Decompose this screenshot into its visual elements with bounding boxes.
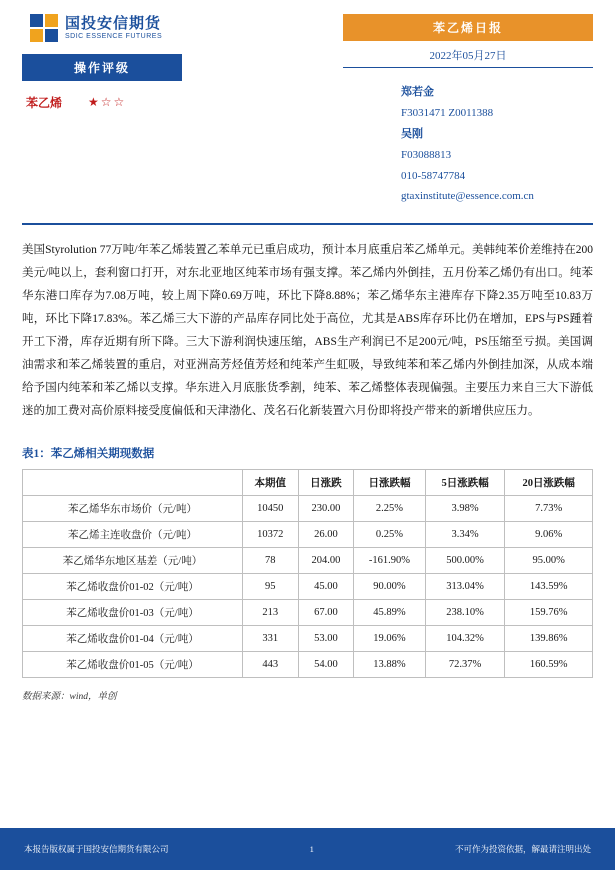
cell-label: 苯乙烯收盘价01-02（元/吨） — [23, 574, 243, 600]
cell-value: -161.90% — [354, 548, 426, 574]
cell-value: 313.04% — [425, 574, 505, 600]
table-row — [23, 522, 593, 548]
col-header-1: 本期值 — [243, 470, 299, 496]
table-row — [23, 548, 593, 574]
contact-email[interactable]: gtaxinstitute@essence.com.cn — [401, 190, 534, 203]
report-date: 2022年05月27日 — [343, 47, 593, 68]
cell-value: 95.00% — [505, 548, 593, 574]
cell-value: 213 — [243, 600, 299, 626]
cell-value: 45.00 — [298, 574, 354, 600]
cell-value: 19.06% — [354, 626, 426, 652]
table-header-row — [23, 470, 593, 496]
cell-value: 78 — [243, 548, 299, 574]
cell-label: 苯乙烯收盘价01-04（元/吨） — [23, 626, 243, 652]
cell-value: 10450 — [243, 496, 299, 522]
logo-mark-icon — [30, 14, 58, 42]
cell-value: 26.00 — [298, 522, 354, 548]
cell-value: 230.00 — [298, 496, 354, 522]
cell-label: 苯乙烯华东市场价（元/吨） — [23, 496, 243, 522]
cell-label: 苯乙烯收盘价01-05（元/吨） — [23, 652, 243, 678]
cell-value: 67.00 — [298, 600, 354, 626]
cell-value: 2.25% — [354, 496, 426, 522]
page-number: 1 — [309, 844, 314, 854]
cell-value: 90.00% — [354, 574, 426, 600]
cell-label: 苯乙烯华东地区基差（元/吨） — [23, 548, 243, 574]
table-row — [23, 574, 593, 600]
cell-value: 72.37% — [425, 652, 505, 678]
analyst-cert-2: F03088813 — [401, 148, 452, 161]
logo-text — [65, 16, 162, 40]
cell-value: 7.73% — [505, 496, 593, 522]
data-source-note: 数据来源：wind，单创 — [22, 692, 117, 703]
contact-block — [343, 82, 593, 207]
company-logo — [30, 14, 322, 42]
cell-value: 3.98% — [425, 496, 505, 522]
cell-value: 54.00 — [298, 652, 354, 678]
table-row — [23, 600, 593, 626]
brand-block — [22, 14, 322, 111]
analyst-name-1: 郑若金 — [401, 86, 434, 98]
table-row — [23, 626, 593, 652]
rating-banner: 操作评级 — [22, 54, 182, 81]
analyst-cert-1: F3031471 Z0011388 — [401, 106, 494, 119]
company-name-en: SDIC ESSENCE FUTURES — [65, 32, 163, 40]
footer-copyright: 本报告版权属于国投安信期货有限公司 — [24, 844, 169, 854]
cell-value: 204.00 — [298, 548, 354, 574]
body-paragraph: 美国Styrolution 77万吨/年苯乙烯装置乙苯单元已重启成功，预计本月底重启苯乙烯单元。美韩纯苯价差维持在200美元/吨以上，套利窗口打开，对东北亚地区纯苯市场有强支撑。苯乙烯内外倒挂，五月份苯乙烯仍有出口。纯苯华东港口库存为7.08万吨，较上周下降0.69万吨，环比下降8.88%；苯乙烯华东主港库存下降2.35万吨至10.83万吨，环比下降17.83%。苯乙烯三大下游的产品库存同比处于高位，尤其是ABS库存环比仍在增加，EPS与PS踵着开工下滑，库存近期有所下降。三大下游利润快速压缩，ABS生产利润已不足200元/吨，PS压缩至亏损。美国调油需求和苯乙烯装置的重启，对亚洲高芳烃值芳烃和纯苯产生虹吸，导致纯苯和苯乙烯内外倒挂加深，从成本端给予国内纯苯和苯乙烯以支撑。华东进入月底胀货季割，纯苯、苯乙烯整体表现偏强。主要压力来自三大下游低迷的加工费对高价原料接受度偏低和天津渤化、茂名石化新装置六月份即将投产带来的新增供应压力。 — [22, 244, 593, 418]
page-header — [22, 0, 593, 207]
page-footer — [0, 828, 615, 870]
cell-value: 45.89% — [354, 600, 426, 626]
cell-value: 0.25% — [354, 522, 426, 548]
cell-value: 143.59% — [505, 574, 593, 600]
cell-label: 苯乙烯收盘价01-03（元/吨） — [23, 600, 243, 626]
cell-value: 95 — [243, 574, 299, 600]
cell-value: 10372 — [243, 522, 299, 548]
cell-value: 104.32% — [425, 626, 505, 652]
product-name: 苯乙烯 — [26, 96, 63, 110]
report-title: 苯乙烯日报 — [343, 14, 593, 41]
cell-value: 13.88% — [354, 652, 426, 678]
cell-label: 苯乙烯主连收盘价（元/吨） — [23, 522, 243, 548]
cell-value: 443 — [243, 652, 299, 678]
col-header-0 — [23, 470, 243, 496]
cell-value: 238.10% — [425, 600, 505, 626]
cell-value: 3.34% — [425, 522, 505, 548]
report-meta-block — [343, 14, 593, 207]
analyst-name-2: 吴刚 — [401, 127, 423, 140]
company-name-cn: 国投安信期货 — [65, 14, 162, 32]
header-divider — [22, 223, 593, 225]
cell-value: 160.59% — [505, 652, 593, 678]
table-title: 表1：苯乙烯相关期现数据 — [22, 448, 155, 461]
cell-value: 500.00% — [425, 548, 505, 574]
cell-value: 53.00 — [298, 626, 354, 652]
col-header-3: 日涨跌幅 — [354, 470, 426, 496]
rating-stars-icon: ★☆☆ — [88, 95, 127, 109]
footer-disclaimer: 不可作为投资依据，解最请注明出处 — [454, 844, 591, 854]
cell-value: 159.76% — [505, 600, 593, 626]
col-header-5: 20日涨跌幅 — [505, 470, 593, 496]
contact-phone: 010-58747784 — [401, 169, 466, 182]
cell-value: 331 — [243, 626, 299, 652]
cell-value: 139.86% — [505, 626, 593, 652]
col-header-2: 日涨跌 — [298, 470, 354, 496]
market-data-table — [22, 469, 593, 678]
col-header-4: 5日涨跌幅 — [425, 470, 505, 496]
table-row — [23, 496, 593, 522]
rating-row — [22, 94, 322, 111]
table-row — [23, 652, 593, 678]
cell-value: 9.06% — [505, 522, 593, 548]
